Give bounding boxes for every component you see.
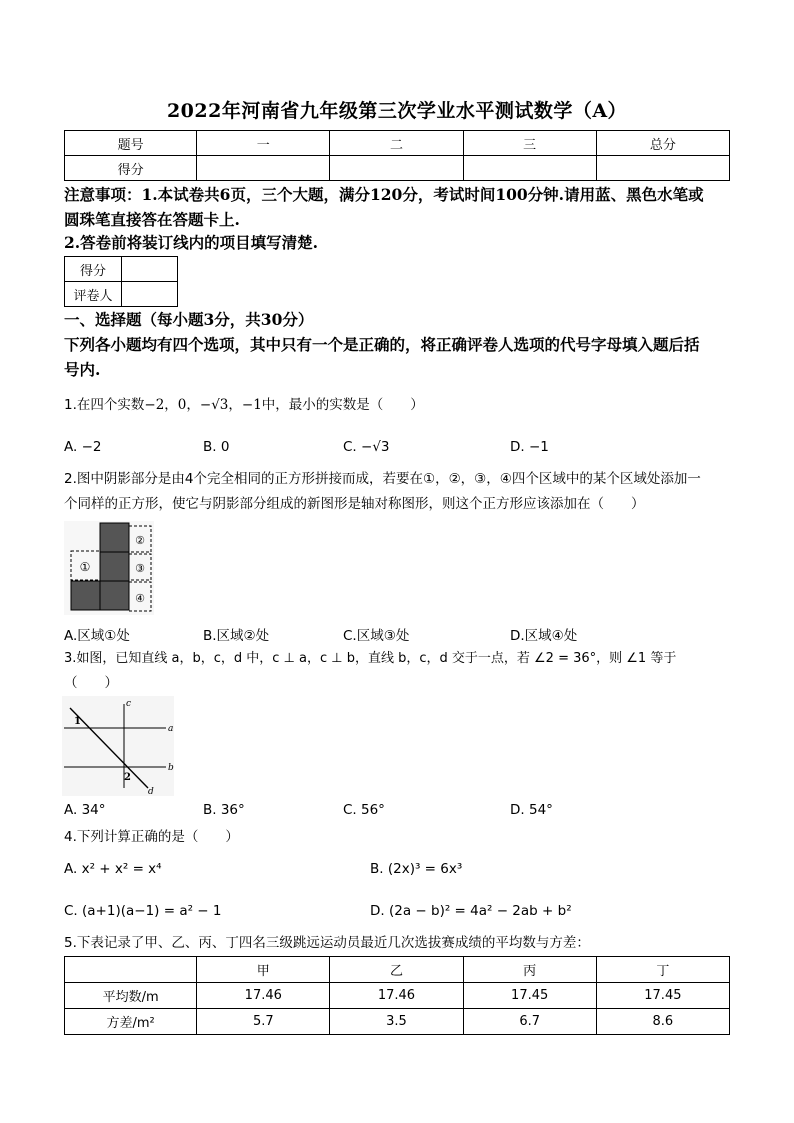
table-row <box>65 282 178 307</box>
label-b: b <box>168 763 174 773</box>
notice-line-1: 注意事项：1.本试卷共6页，三个大题，满分120分，考试时间100分钟.请用蓝、黑色水笔或 <box>64 185 704 204</box>
label-c: c <box>126 699 132 709</box>
lines-figure <box>62 696 174 796</box>
table-cell: 总分 <box>596 131 729 156</box>
athlete-stats-table <box>64 956 730 1035</box>
region-label-2: ② <box>135 534 145 547</box>
score-input-cell[interactable] <box>463 156 596 181</box>
question-2-stem-line-1: 2.图中阴影部分是由4个完全相同的正方形拼接而成，若要在①，②，③，④四个区域中的某个区域处添加一 <box>64 471 701 487</box>
question-1-stem <box>64 392 424 418</box>
label-a: a <box>168 724 174 734</box>
question-3-stem-line-1: 3.如图，已知直线 a，b，c，d 中，c ⊥ a，c ⊥ b，直线 b，c，d 交于一点，若 ∠2 = 36°，则 ∠1 等于 <box>64 651 677 666</box>
exam-title: 2022年河南省九年级第三次学业水平测试数学（A） <box>166 100 628 122</box>
notice-line-3: 2.答卷前将装订线内的项目填写清楚. <box>64 233 319 252</box>
shaded-square <box>100 552 129 581</box>
section-desc-line-1: 下列各小题均有四个选项，其中只有一个是正确的，将正确评卷人选项的代号字母填入题后括 <box>64 335 700 354</box>
table-cell: 得分 <box>65 156 197 181</box>
table-cell: 题号 <box>65 131 197 156</box>
question-1-numbers: −2，0，−√3，−1 <box>144 397 262 413</box>
table-header-cell <box>65 957 197 983</box>
angle-label-1: 1 <box>74 716 81 727</box>
question-1-option-a[interactable]: A. −2 <box>64 439 102 455</box>
table-cell: 17.46 <box>197 983 330 1009</box>
table-row <box>65 156 730 181</box>
question-1-option-d[interactable]: D. −1 <box>510 439 549 455</box>
section-desc-line-2: 号内. <box>64 360 101 379</box>
region-label-4: ④ <box>135 592 145 605</box>
question-3-stem-line-2: （ ） <box>64 675 118 691</box>
question-1-prefix: 1.在四个实数 <box>64 397 145 413</box>
table-row <box>65 257 178 282</box>
label-d: d <box>148 787 154 796</box>
table-cell: 方差/m² <box>65 1009 197 1035</box>
table-cell: 得分 <box>65 257 122 282</box>
question-3-option-c[interactable]: C. 56° <box>343 802 385 818</box>
table-cell: 一 <box>197 131 330 156</box>
score-input-cell[interactable] <box>122 257 178 282</box>
table-cell: 3.5 <box>330 1009 463 1035</box>
table-header-row <box>65 957 730 983</box>
table-cell: 平均数/m <box>65 983 197 1009</box>
table-row <box>65 1009 730 1035</box>
score-input-cell[interactable] <box>330 156 463 181</box>
question-3-option-d[interactable]: D. 54° <box>510 802 553 818</box>
question-2-option-b[interactable]: B.区域②处 <box>203 628 270 644</box>
notice-line-2: 圆珠笔直接答在答题卡上. <box>64 210 240 229</box>
table-cell: 17.46 <box>330 983 463 1009</box>
question-1-suffix: 中，最小的实数是（ ） <box>261 397 424 413</box>
shaded-square <box>100 581 129 610</box>
grader-table <box>64 256 178 307</box>
question-2-stem-line-2: 个同样的正方形，使它与阴影部分组成的新图形是轴对称图形，则这个正方形应该添加在（ ） <box>64 496 645 512</box>
question-4-option-a[interactable]: A. x² + x² = x⁴ <box>64 861 162 877</box>
score-table <box>64 130 730 181</box>
question-5-stem: 5.下表记录了甲、乙、丙、丁四名三级跳远运动员最近几次选拔赛成绩的平均数与方差： <box>64 935 590 951</box>
region-label-1: ① <box>79 560 91 574</box>
question-3-option-b[interactable]: B. 36° <box>203 802 245 818</box>
table-cell: 6.7 <box>463 1009 596 1035</box>
question-4-option-c[interactable]: C. (a+1)(a−1) = a² − 1 <box>64 903 222 919</box>
table-row <box>65 131 730 156</box>
table-cell: 17.45 <box>463 983 596 1009</box>
question-1-option-b[interactable]: B. 0 <box>203 439 230 455</box>
question-2-option-c[interactable]: C.区域③处 <box>343 628 410 644</box>
score-input-cell[interactable] <box>596 156 729 181</box>
squares-figure <box>64 521 154 615</box>
angle-label-2: 2 <box>124 772 131 783</box>
table-header-cell: 乙 <box>330 957 463 983</box>
question-2-option-d[interactable]: D.区域④处 <box>510 628 578 644</box>
table-cell: 8.6 <box>596 1009 729 1035</box>
question-4-option-b[interactable]: B. (2x)³ = 6x³ <box>370 861 463 877</box>
question-4-option-d[interactable]: D. (2a − b)² = 4a² − 2ab + b² <box>370 903 572 919</box>
table-cell: 17.45 <box>596 983 729 1009</box>
table-cell: 评卷人 <box>65 282 122 307</box>
section-title: 一、选择题（每小题3分，共30分） <box>64 310 314 329</box>
table-cell: 二 <box>330 131 463 156</box>
question-4-stem: 4.下列计算正确的是（ ） <box>64 829 239 845</box>
table-row <box>65 983 730 1009</box>
score-input-cell[interactable] <box>197 156 330 181</box>
shaded-square <box>71 581 100 610</box>
table-header-cell: 甲 <box>197 957 330 983</box>
question-3-option-a[interactable]: A. 34° <box>64 802 106 818</box>
table-header-cell: 丁 <box>596 957 729 983</box>
region-label-3: ③ <box>135 562 145 575</box>
question-1-option-c[interactable]: C. −√3 <box>343 439 390 455</box>
question-2-option-a[interactable]: A.区域①处 <box>64 628 130 644</box>
table-cell: 5.7 <box>197 1009 330 1035</box>
grader-input-cell[interactable] <box>122 282 178 307</box>
shaded-square <box>100 523 129 552</box>
table-header-cell: 丙 <box>463 957 596 983</box>
table-cell: 三 <box>463 131 596 156</box>
